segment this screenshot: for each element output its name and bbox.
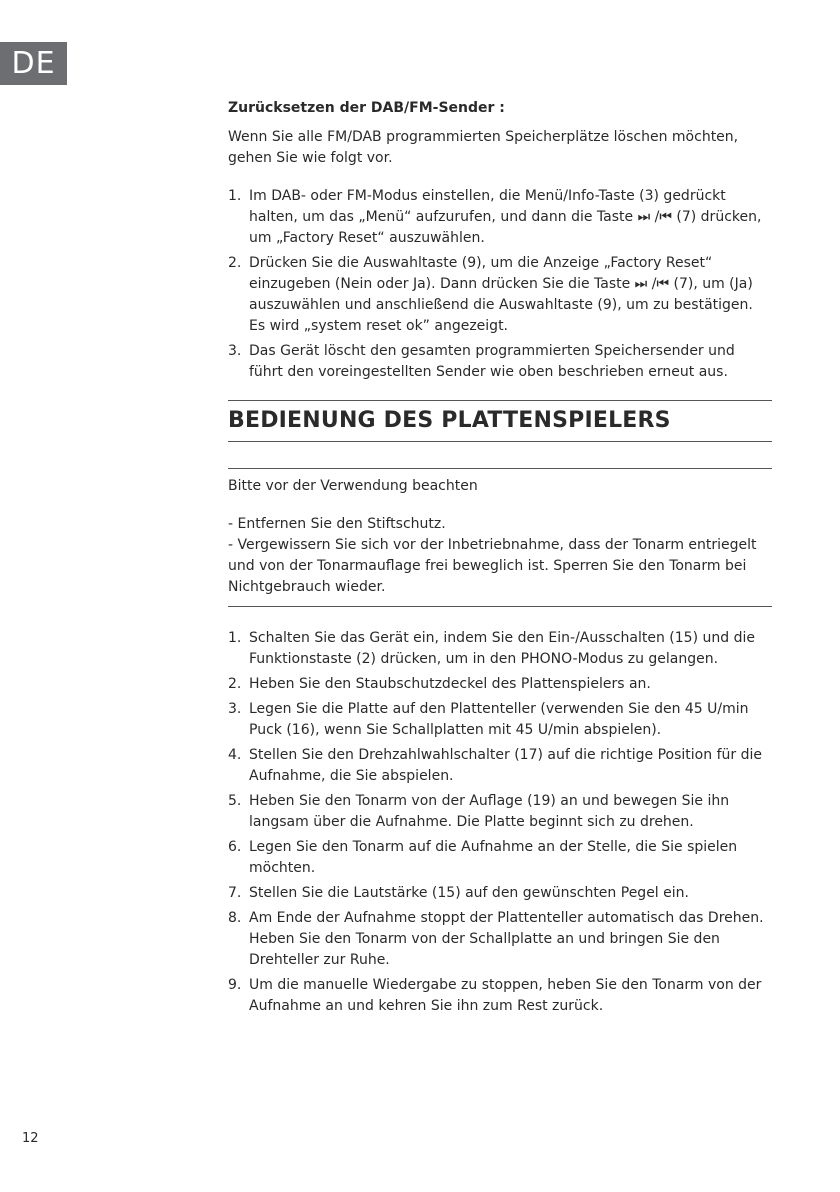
step-text: Um die manuelle Wiedergabe zu stoppen, heben Sie den Tonarm von der Aufnahme an und kehren Sie ihn zum Rest zurück. xyxy=(249,977,762,1014)
step-number: 3. xyxy=(228,343,242,359)
list-item xyxy=(228,837,772,879)
step-text: Stellen Sie den Drehzahlwahlschalter (17) auf die richtige Position für die Aufnahme, die Sie abspielen. xyxy=(249,747,762,784)
list-item xyxy=(228,791,772,833)
step-number: 1. xyxy=(228,188,242,204)
notes-heading: Bitte vor der Verwendung beachten xyxy=(228,478,478,494)
page-number: 12 xyxy=(22,1131,39,1146)
step-number: 3. xyxy=(228,701,242,717)
step-text: Legen Sie den Tonarm auf die Aufnahme an der Stelle, die Sie spielen möchten. xyxy=(249,839,738,876)
list-item xyxy=(228,628,772,670)
page-content xyxy=(228,98,772,1021)
step-number: 6. xyxy=(228,839,242,855)
step-number: 9. xyxy=(228,977,242,993)
step-number: 5. xyxy=(228,793,242,809)
step-text: Am Ende der Aufnahme stoppt der Plattenteller automatisch das Drehen. Heben Sie den Tonarm von der Schallplatte an und bringen Sie den Drehteller zur Ruhe. xyxy=(249,910,764,968)
turntable-section-title: BEDIENUNG DES PLATTENSPIELERS xyxy=(228,401,772,442)
list-item xyxy=(228,745,772,787)
list-item xyxy=(228,699,772,741)
note-line: - Vergewissern Sie sich vor der Inbetriebnahme, dass der Tonarm entriegelt und von der Tonarmauflage frei beweglich ist. Sperren Sie den Tonarm bei Nichtgebrauch wieder. xyxy=(228,537,757,595)
list-item xyxy=(228,186,772,249)
step-text: Das Gerät löscht den gesamten programmierten Speichersender und führt den voreingestellten Sender wie oben beschrieben erneut aus. xyxy=(249,343,735,380)
step-text: Drücken Sie die Auswahltaste (9), um die Anzeige „Factory Reset“ einzugeben (Nein oder Ja). Dann drücken Sie die Taste ⏭ /⏮ (7), um (Ja) auszuwählen und anschließend die Auswahltaste (9), um zu bestätigen. Es wird „system reset ok” angezeigt. xyxy=(249,255,753,334)
list-item xyxy=(228,975,772,1017)
list-item xyxy=(228,674,772,695)
step-number: 2. xyxy=(228,255,242,271)
step-text: Legen Sie die Platte auf den Plattenteller (verwenden Sie den 45 U/min Puck (16), wenn Sie Schallplatten mit 45 U/min abspielen). xyxy=(249,701,749,738)
step-number: 4. xyxy=(228,747,242,763)
step-text: Schalten Sie das Gerät ein, indem Sie den Ein-/Ausschalten (15) und die Funktionstaste (2) drücken, um in den PHONO-Modus zu gelangen. xyxy=(249,630,755,667)
language-tab: DE xyxy=(0,42,67,85)
list-item xyxy=(228,341,772,383)
list-item xyxy=(228,908,772,971)
step-number: 7. xyxy=(228,885,242,901)
list-item xyxy=(228,253,772,337)
list-item xyxy=(228,883,772,904)
step-number: 1. xyxy=(228,630,242,646)
step-text: Im DAB- oder FM-Modus einstellen, die Menü/Info-Taste (3) gedrückt halten, um das „Menü“ aufzurufen, und dann die Taste ⏭ /⏮ (7) drücken, um „Factory Reset“ auszuwählen. xyxy=(249,188,762,246)
step-number: 2. xyxy=(228,676,242,692)
step-number: 8. xyxy=(228,910,242,926)
reset-heading: Zurücksetzen der DAB/FM-Sender : xyxy=(228,100,505,116)
step-text: Heben Sie den Staubschutzdeckel des Plattenspielers an. xyxy=(249,676,651,692)
turntable-steps-list xyxy=(228,628,772,1017)
reset-intro: Wenn Sie alle FM/DAB programmierten Speicherplätze löschen möchten, gehen Sie wie folgt vor. xyxy=(228,129,739,166)
note-line: - Entfernen Sie den Stiftschutz. xyxy=(228,516,446,532)
reset-steps-list xyxy=(228,186,772,383)
step-text: Stellen Sie die Lautstärke (15) auf den gewünschten Pegel ein. xyxy=(249,885,689,901)
step-text: Heben Sie den Tonarm von der Auflage (19) an und bewegen Sie ihn langsam über die Aufnahme. Die Platte beginnt sich zu drehen. xyxy=(249,793,730,830)
usage-notes-box xyxy=(228,469,772,607)
